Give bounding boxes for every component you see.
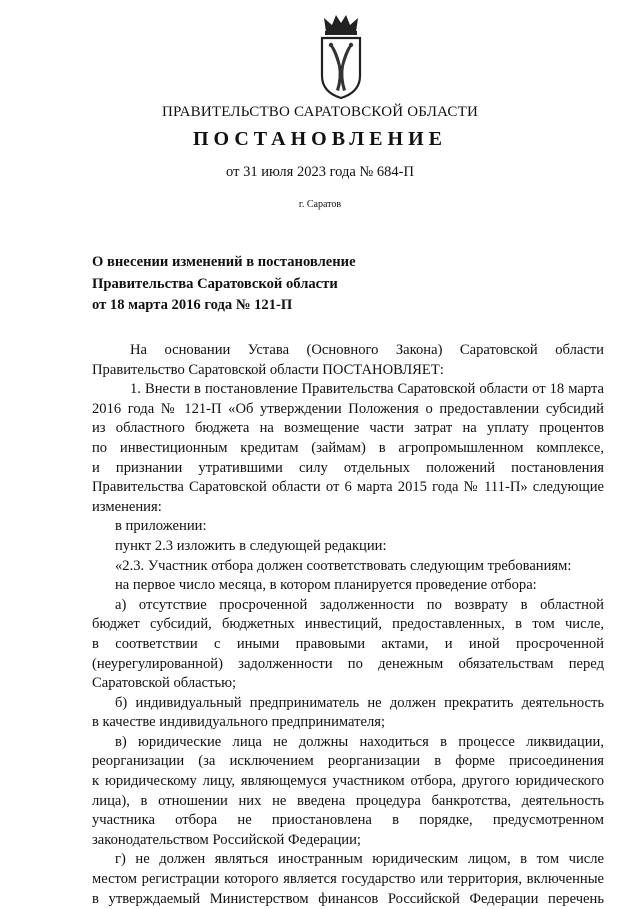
body-line: местом регистрации которого является государство или территория, включенные (92, 871, 604, 888)
body-line: 2016 года № 121-П «Об утверждении Положения о предоставлении субсидий (92, 400, 604, 417)
body-line: 1. Внести в постановление Правительства Саратовской области от 18 марта (130, 381, 604, 398)
body-line: лица), в отношении них не введена процедура банкротства, деятельность (92, 792, 604, 809)
government-name: ПРАВИТЕЛЬСТВО САРАТОВСКОЙ ОБЛАСТИ (161, 104, 479, 120)
body-line: к юридическому лицу, являющемуся участником отбора, другого юридического (92, 773, 604, 790)
body-line: в утверждаемый Министерством финансов Российской Федерации перечень (92, 890, 604, 907)
subject-line: Правительства Саратовской области (92, 275, 338, 292)
body-line: в соответствии с иными правовыми актами, и иной просроченной (92, 635, 604, 652)
body-line: на первое число месяца, в котором планируется проведение отбора: (115, 577, 537, 594)
body-line: в приложении: (115, 518, 207, 535)
body-line: по инвестиционным кредитам (займам) в агропромышленном комплексе, (92, 439, 604, 456)
document-body (92, 341, 604, 909)
body-line: На основании Устава (Основного Закона) Саратовской области (130, 342, 604, 358)
document-city: г. Саратов (298, 199, 342, 210)
saratov-coat-of-arms-icon (312, 12, 370, 100)
body-line: в качестве индивидуального предпринимателя; (92, 714, 386, 731)
subject-line: от 18 марта 2016 года № 121-П (92, 297, 293, 313)
body-line: а) отсутствие просроченной задолженности по возврату в областной (115, 596, 604, 613)
body-line: Правительства Саратовской области от 6 марта 2015 года № 111-П» следующие (92, 479, 604, 496)
body-line: и признании утратившими силу отдельных положений постановления (92, 459, 604, 476)
body-line: Правительство Саратовской области ПОСТАНОВЛЯЕТ: (92, 361, 444, 378)
body-line: Саратовской областью; (92, 675, 237, 692)
body-line: участника отбора не приостановлена в порядке, предусмотренном (92, 812, 604, 829)
body-line: «2.3. Участник отбора должен соответствовать следующим требованиям: (115, 557, 572, 574)
body-line: реорганизации (за исключением реорганизации в форме присоединения (92, 753, 604, 770)
body-line: пункт 2.3 изложить в следующей редакции: (115, 537, 387, 554)
body-line: (неурегулированной) задолженности по денежным обязательствам перед (92, 655, 604, 672)
document-date-number: от 31 июля 2023 года № 684-П (226, 164, 414, 180)
body-line: из областного бюджета на возмещение части затрат на уплату процентов (92, 420, 604, 437)
document-type-title: ПОСТАНОВЛЕНИЕ (193, 128, 447, 150)
body-line: бюджет субсидий, бюджетных инвестиций, предоставленных, в том числе, (92, 616, 604, 633)
subject-line: О внесении изменений в постановление (92, 254, 356, 270)
body-line: законодательством Российской Федерации; (92, 831, 361, 848)
document-subject (92, 252, 356, 317)
body-line: б) индивидуальный предприниматель не должен прекратить деятельность (115, 694, 604, 711)
body-line: г) не должен являться иностранным юридическим лицом, в том числе (115, 851, 604, 868)
body-line: в) юридические лица не должны находиться в процессе ликвидации, (115, 733, 604, 750)
body-line: изменения: (92, 498, 162, 515)
